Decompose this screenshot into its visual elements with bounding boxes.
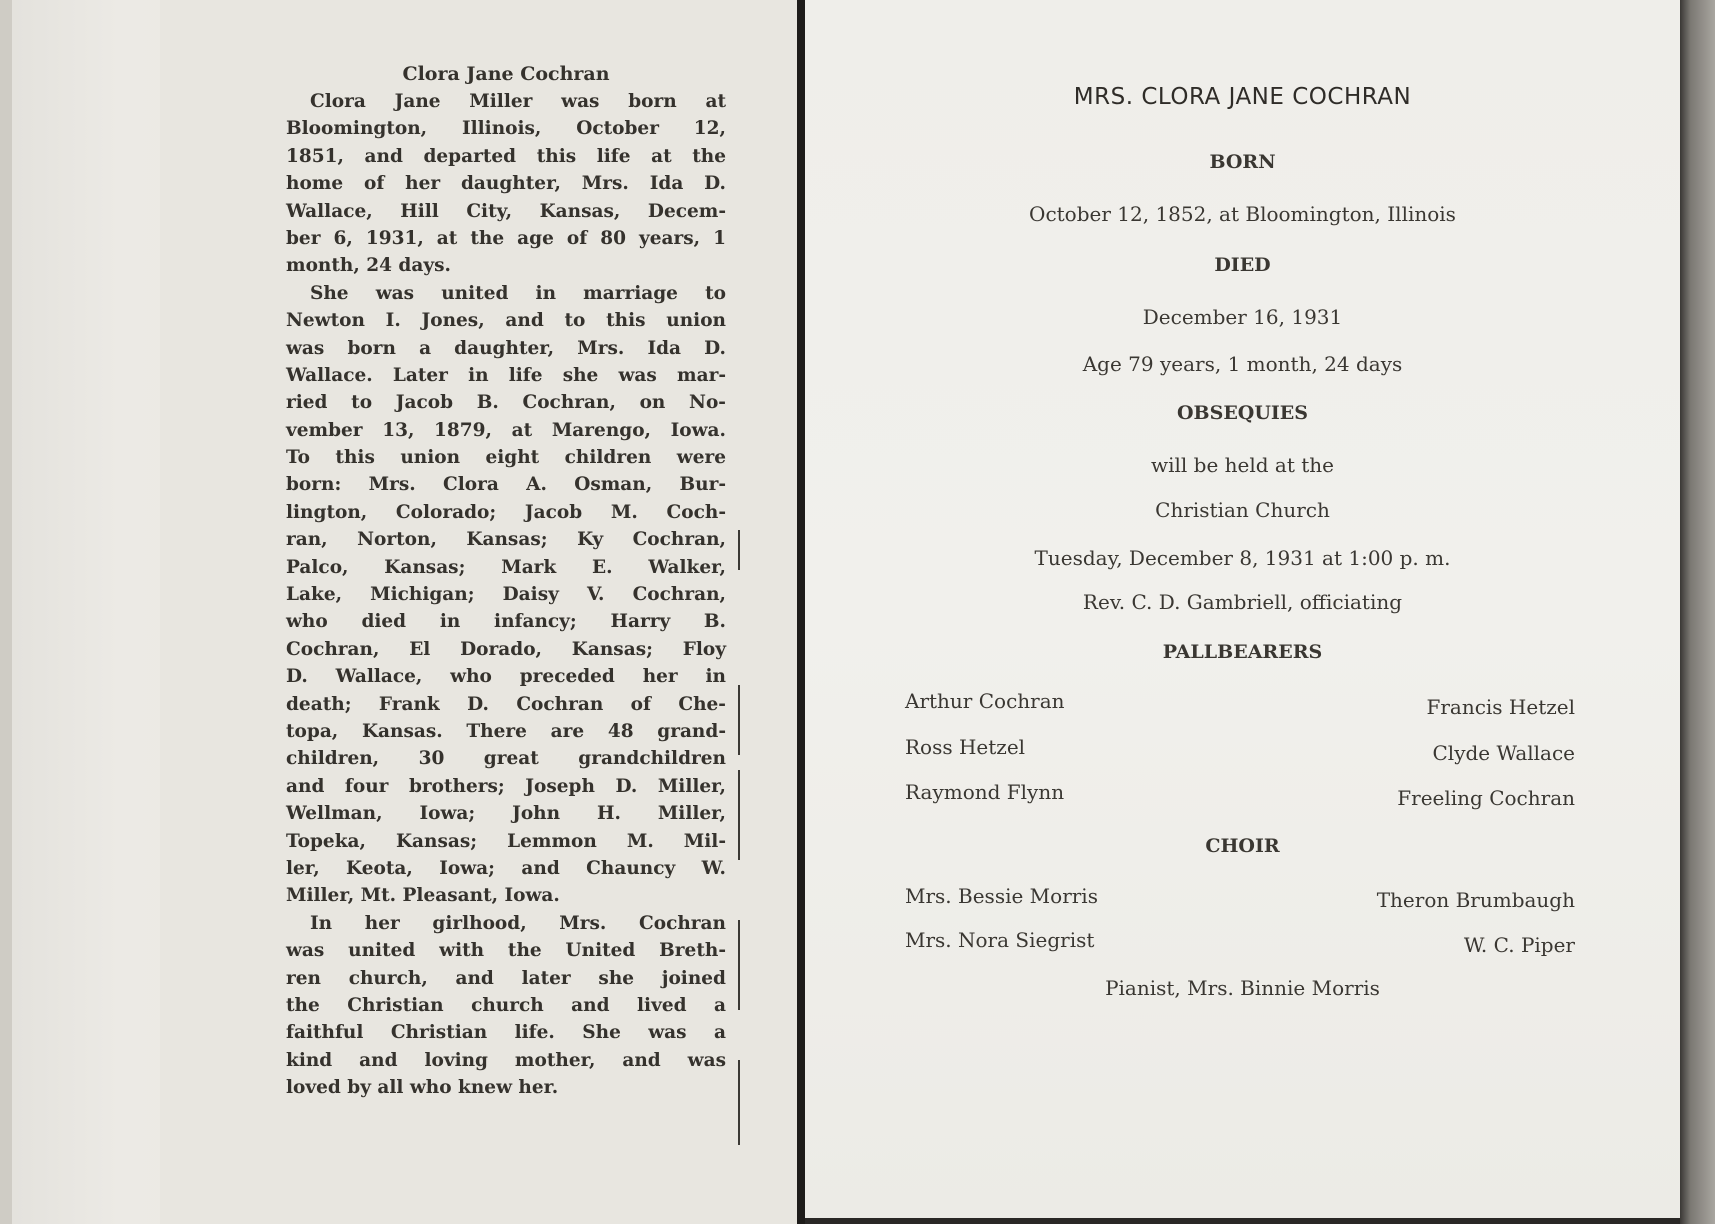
obituary-line: ren church, and later she joined <box>286 967 726 989</box>
died-heading: DIED <box>1214 254 1271 276</box>
born-text: October 12, 1852, at Bloomington, Illinois <box>1029 202 1456 226</box>
obituary-line: death; Frank D. Cochran of Che- <box>286 693 726 715</box>
obituary-line: Bloomington, Illinois, October 12, <box>286 118 726 140</box>
obituary-line: faithful Christian life. She was a <box>286 1022 726 1044</box>
obituary-line: She was united in marriage to <box>310 282 726 304</box>
obituary-line: vember 13, 1879, at Marengo, Iowa. <box>286 419 726 441</box>
born-heading: BORN <box>1209 151 1276 173</box>
age-text: Age 79 years, 1 month, 24 days <box>1082 352 1403 376</box>
died-date: December 16, 1931 <box>1142 305 1343 329</box>
column-rule <box>738 1060 740 1145</box>
obituary-line: and four brothers; Joseph D. Miller, <box>286 775 726 797</box>
obituary-title: Clora Jane Cochran <box>402 63 610 85</box>
funeral-program <box>805 0 1680 1224</box>
obituary-clipping <box>286 60 726 1101</box>
pianist-text: Pianist, Mrs. Binnie Morris <box>1105 976 1380 1000</box>
choir-member: W. C. Piper <box>1463 933 1575 957</box>
obituary-line: born: Mrs. Clora A. Osman, Bur- <box>286 474 726 496</box>
choir-member: Mrs. Bessie Morris <box>905 884 1098 908</box>
obituary-line: topa, Kansas. There are 48 grand- <box>286 720 726 742</box>
pallbearer-name: Arthur Cochran <box>905 689 1065 713</box>
pallbearer-name: Clyde Wallace <box>1432 741 1575 765</box>
obituary-line: was united with the United Breth- <box>286 940 726 962</box>
obituary-line: D. Wallace, who preceded her in <box>286 666 726 688</box>
obituary-line: ber 6, 1931, at the age of 80 years, 1 <box>286 227 726 249</box>
obituary-line: who died in infancy; Harry B. <box>286 611 726 633</box>
obituary-line: Miller, Mt. Pleasant, Iowa. <box>286 885 560 907</box>
pallbearer-name: Freeling Cochran <box>1397 786 1575 810</box>
sheet-edge <box>1680 0 1715 1224</box>
datetime-text: Tuesday, December 8, 1931 at 1:00 p. m. <box>1034 546 1451 570</box>
obituary-line: Wallace, Hill City, Kansas, Decem- <box>286 200 726 222</box>
obituary-line: Cochran, El Dorado, Kansas; Floy <box>286 638 726 660</box>
obituary-line: was born a daughter, Mrs. Ida D. <box>286 337 726 359</box>
officiant-text: Rev. C. D. Gambriell, officiating <box>1082 590 1403 614</box>
choir-heading: CHOIR <box>1205 835 1280 857</box>
column-rule <box>738 770 740 860</box>
obituary-line: Wallace. Later in life she was mar- <box>286 364 726 386</box>
column-rule <box>738 685 740 755</box>
obituary-line: Newton I. Jones, and to this union <box>286 310 726 332</box>
obituary-line: 1851, and departed this life at the <box>286 145 726 167</box>
pallbearer-name: Raymond Flynn <box>905 780 1065 804</box>
obituary-line: To this union eight children were <box>286 447 726 469</box>
obituary-line: Wellman, Iowa; John H. Miller, <box>286 803 726 825</box>
sheet-edge <box>0 0 12 1224</box>
obituary-line: loved by all who knew her. <box>286 1077 559 1099</box>
pallbearer-name: Ross Hetzel <box>905 735 1026 759</box>
obituary-line: month, 24 days. <box>286 255 451 277</box>
obituary-line: home of her daughter, Mrs. Ida D. <box>286 173 726 195</box>
obituary-line: Topeka, Kansas; Lemmon M. Mil- <box>286 830 726 852</box>
column-rule <box>738 920 740 1010</box>
column-rule <box>738 530 740 570</box>
pallbearers-heading: PALLBEARERS <box>1162 641 1323 663</box>
obituary-line: Palco, Kansas; Mark E. Walker, <box>286 556 726 578</box>
obituary-line: ran, Norton, Kansas; Ky Cochran, <box>286 529 726 551</box>
page-divider <box>797 0 805 1224</box>
held-at-text: will be held at the <box>1150 453 1334 477</box>
obituary-line: ried to Jacob B. Cochran, on No- <box>286 392 726 414</box>
obituary-body <box>286 88 726 1101</box>
obituary-line: lington, Colorado; Jacob M. Coch- <box>286 501 726 523</box>
choir-member: Theron Brumbaugh <box>1376 888 1575 912</box>
obituary-line: kind and loving mother, and was <box>286 1049 726 1071</box>
choir-member: Mrs. Nora Siegrist <box>905 928 1095 952</box>
obituary-line: ler, Keota, Iowa; and Chauncy W. <box>286 857 726 879</box>
obituary-line: the Christian church and lived a <box>286 994 726 1016</box>
obituary-line: Clora Jane Miller was born at <box>310 91 726 112</box>
obituary-line: children, 30 great grandchildren <box>286 748 726 770</box>
obituary-line: Lake, Michigan; Daisy V. Cochran, <box>286 584 726 606</box>
pallbearer-name: Francis Hetzel <box>1426 695 1575 719</box>
place-text: Christian Church <box>1155 498 1330 522</box>
obsequies-heading: OBSEQUIES <box>1176 402 1309 424</box>
program-title: MRS. CLORA JANE COCHRAN <box>1073 84 1412 110</box>
obituary-line: In her girlhood, Mrs. Cochran <box>310 912 726 934</box>
